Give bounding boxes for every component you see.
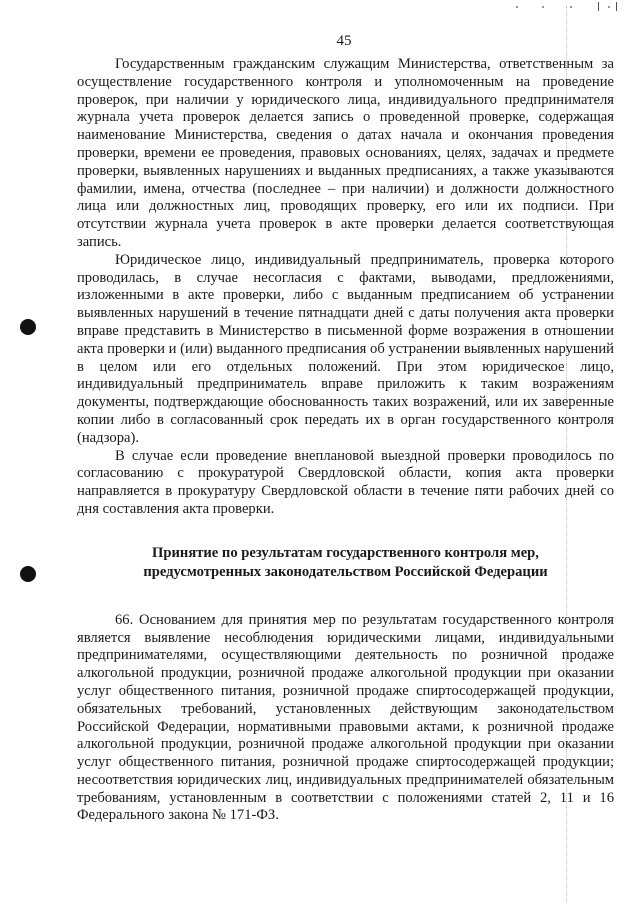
- punch-hole-bottom: [20, 566, 36, 582]
- section-heading-line-1: Принятие по результатам государственного контроля мер,: [152, 544, 539, 561]
- paragraph-clause-66: 66. Основанием для принятия мер по результатам государственного контроля является выявление несоблюдения юридическими лицами, индивидуальными предпринимателями, осуществляющими деятельность по розничной продаже алкогольной продукции, розничной продаже алкогольной продукции при оказании услуг общественного питания, розничной продаже спиртосодержащей продукции, обязательных требований, установленных действующим законодательством Российской Федерации, нормативными правовыми актами, к розничной продаже алкогольной продукции, розничной продаже алкогольной продукции при оказании услуг общественного питания, розничной продаже спиртосодержащей продукции; несоответствия юридических лиц, индивидуальных предпринимателей обязательным требованиям, установленным в соответствии с положениями статей 2, 11 и 16 Федерального закона № 171-ФЗ.: [77, 611, 614, 824]
- paragraph-prosecutor-copy: В случае если проведение внеплановой выездной проверки проводилось по согласованию с прокуратурой Свердловской области, копия акта проверки направляется в прокуратуру Свердловской области в течение пяти рабочих дней со дня составления акта проверки.: [77, 447, 614, 517]
- document-body: [77, 56, 614, 825]
- page-number: 45: [336, 33, 352, 49]
- scan-corner-marks: [512, 2, 622, 12]
- paragraph-objections: Юридическое лицо, индивидуальный предприниматель, проверка которого проводилась, в случае несогласия с фактами, выводами, предложениями, изложенными в акте проверки, либо с выданным предписанием об устранении выявленных нарушений в течение пятнадцати дней с даты получения акта проверки вправе представить в Министерство в письменной форме возражения в отношении акта проверки и (или) выданного предписания об устранении выявленных нарушений в целом или его отдельных положений. При этом юридическое лицо, индивидуальный предприниматель вправе приложить к таким возражениям документы, подтверждающие обоснованность таких возражений, или их заверенные копии либо в согласованный срок передать их в орган государственного контроля (надзора).: [77, 251, 614, 446]
- punch-hole-top: [20, 319, 36, 335]
- section-heading: [77, 544, 614, 582]
- paragraph-inspection-log: Государственным гражданским служащим Министерства, ответственным за осуществление государственного контроля и уполномоченным на проведение проверок, при наличии у юридического лица, индивидуального предпринимателя журнала учета проверок делается запись о проведенной проверке, содержащая наименование Министерства, сведения о датах начала и окончания проведения проверки, времени ее проведения, правовых основаниях, целях, задачах и предмете проверки, выявленных нарушениях и выданных предписаниях, а также указываются фамилии, имена, отчества (последнее – при наличии) и должности должностного лица или должностных лиц, проводящих проверку, его или их подписи. При отсутствии журнала учета проверок в акте проверки делается соответствующая запись.: [77, 56, 614, 250]
- section-heading-line-2: предусмотренных законодательством Российской Федерации: [143, 563, 548, 580]
